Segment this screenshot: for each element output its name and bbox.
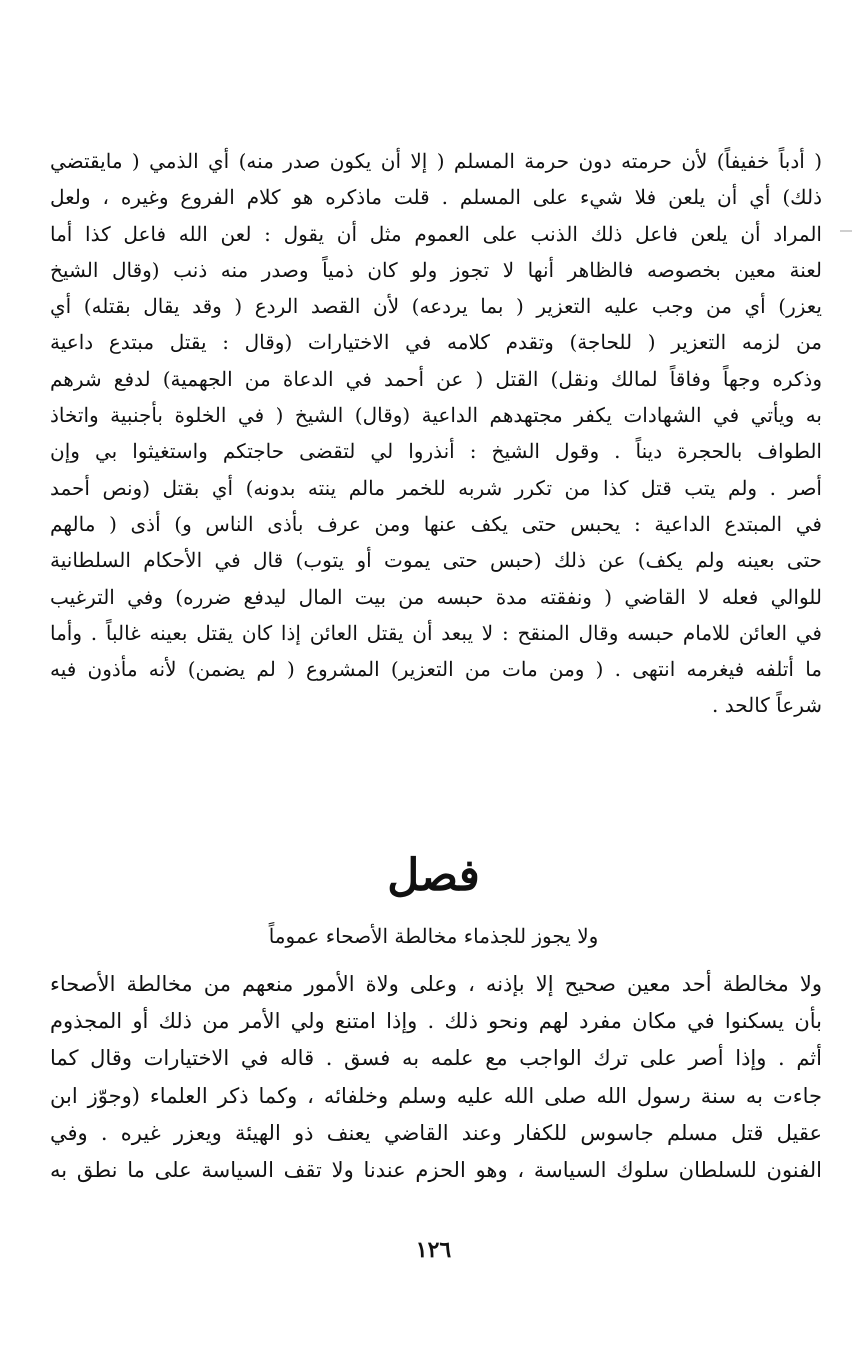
text-line: شرعاً كالحد .	[711, 693, 822, 718]
text-line: ذلك) أي أن يلعن فلا شيء على المسلم . قلت ماذكره هو كلام الفروع وغيره ، ولعل	[50, 185, 822, 210]
text-line: عقيل قتل مسلم جاسوس للكفار وعند القاضي يعنف ذو الهيئة ويعزر غيره . وفي	[50, 1120, 822, 1145]
text-line: أصر . ولم يتب قتل كذا من تكرر شربه للخمر مالم ينته بدونه) أي بقتل (ونص أحمد	[50, 475, 822, 500]
text-line: ما أتلفه فيغرمه انتهى . ( ومن مات من التعزير) المشروع ( لم يضمن) لأنه مأذون فيه	[50, 657, 822, 682]
text-line: حتى بعينه ولم يكف) عن ذلك (حبس حتى يموت أو يتوب) قال في الأحكام السلطانية	[50, 548, 822, 573]
text-line: من لزمه التعزير ( للحاجة) وتقدم كلامه في الاختيارات (وقال : يقتل مبتدع داعية	[50, 330, 822, 355]
section-subheading: ولا يجوز للجذماء مخالطة الأصحاء عموماً	[268, 924, 599, 948]
section-heading: فصل	[387, 850, 480, 901]
scan-mark	[840, 230, 852, 232]
page-number: ١٢٦	[415, 1237, 452, 1263]
text-line: بأن يسكنوا في مكان مفرد لهم ونحو ذلك . وإذا امتنع ولي الأمر من ذلك أو المجذوم	[50, 1009, 822, 1034]
text-line: لعنة معين بخصوصه فالظاهر أنها لا تجوز ولو كان ذمياً وصدر منه ذنب (وقال الشيخ	[50, 257, 822, 282]
text-line: يعزر) أي من وجب عليه التعزير ( بما يردعه) لأن القصد الردع ( وقد يقال بقتله) أي	[50, 294, 822, 319]
text-line: به ويأتي في الشهادات يكفر مجتهدهم الداعية (وقال) الشيخ ( في الخلوة بأجنبية واتخاذ	[50, 403, 822, 428]
text-line: في العائن للامام حبسه وقال المنقح : لا يبعد أن يقتل العائن إذا كان يقتل بعينه غالباً . وأما	[50, 620, 822, 645]
text-line: الفنون للسلطان سلوك السياسة ، وهو الحزم عندنا ولا تقف السياسة على ما نطق به	[50, 1157, 822, 1182]
text-block-bottom	[50, 966, 822, 1189]
text-line: للوالي فعله لا القاضي ( ونفقته مدة حبسه من بيت المال ليدفع ضرره) وفي الترغيب	[50, 584, 822, 609]
text-line: ( أدباً خفيفاً) لأن حرمته دون حرمة المسلم ( إلا أن يكون صدر منه) أي الذمي ( مايقتضي	[50, 149, 822, 173]
text-line: ولا مخالطة أحد معين صحيح إلا بإذنه ، وعلى ولاة الأمور منعهم من مخالطة الأصحاء	[50, 972, 822, 996]
text-line: المراد أن يلعن فاعل ذلك الذنب على العموم مثل أن يقول : لعن الله فاعل كذا أما	[50, 221, 822, 246]
text-line: الطواف بالحجرة ديناً . وقول الشيخ : أنذروا لي لتقضى حاجتكم واستغيثوا بي وإن	[50, 439, 822, 464]
text-line: وذكره وجهاً وفاقاً لمالك ونقل) القتل ( عن أحمد في الدعاة من الجهمية) لدفع شرهم	[50, 366, 822, 391]
text-block-top	[50, 143, 822, 724]
text-line: جاءت به سنة رسول الله صلى الله عليه وسلم وخلفائه ، وكما ذكر العلماء (وجوّز ابن	[50, 1083, 822, 1108]
text-line: في المبتدع الداعية : يحبس حتى يكف عنها ومن عرف بأذى الناس و) أذى ( مالهم	[50, 511, 822, 536]
text-line: أثم . وإذا أصر على ترك الواجب مع علمه به فسق . قاله في الاختيارات وقال كما	[50, 1046, 822, 1071]
